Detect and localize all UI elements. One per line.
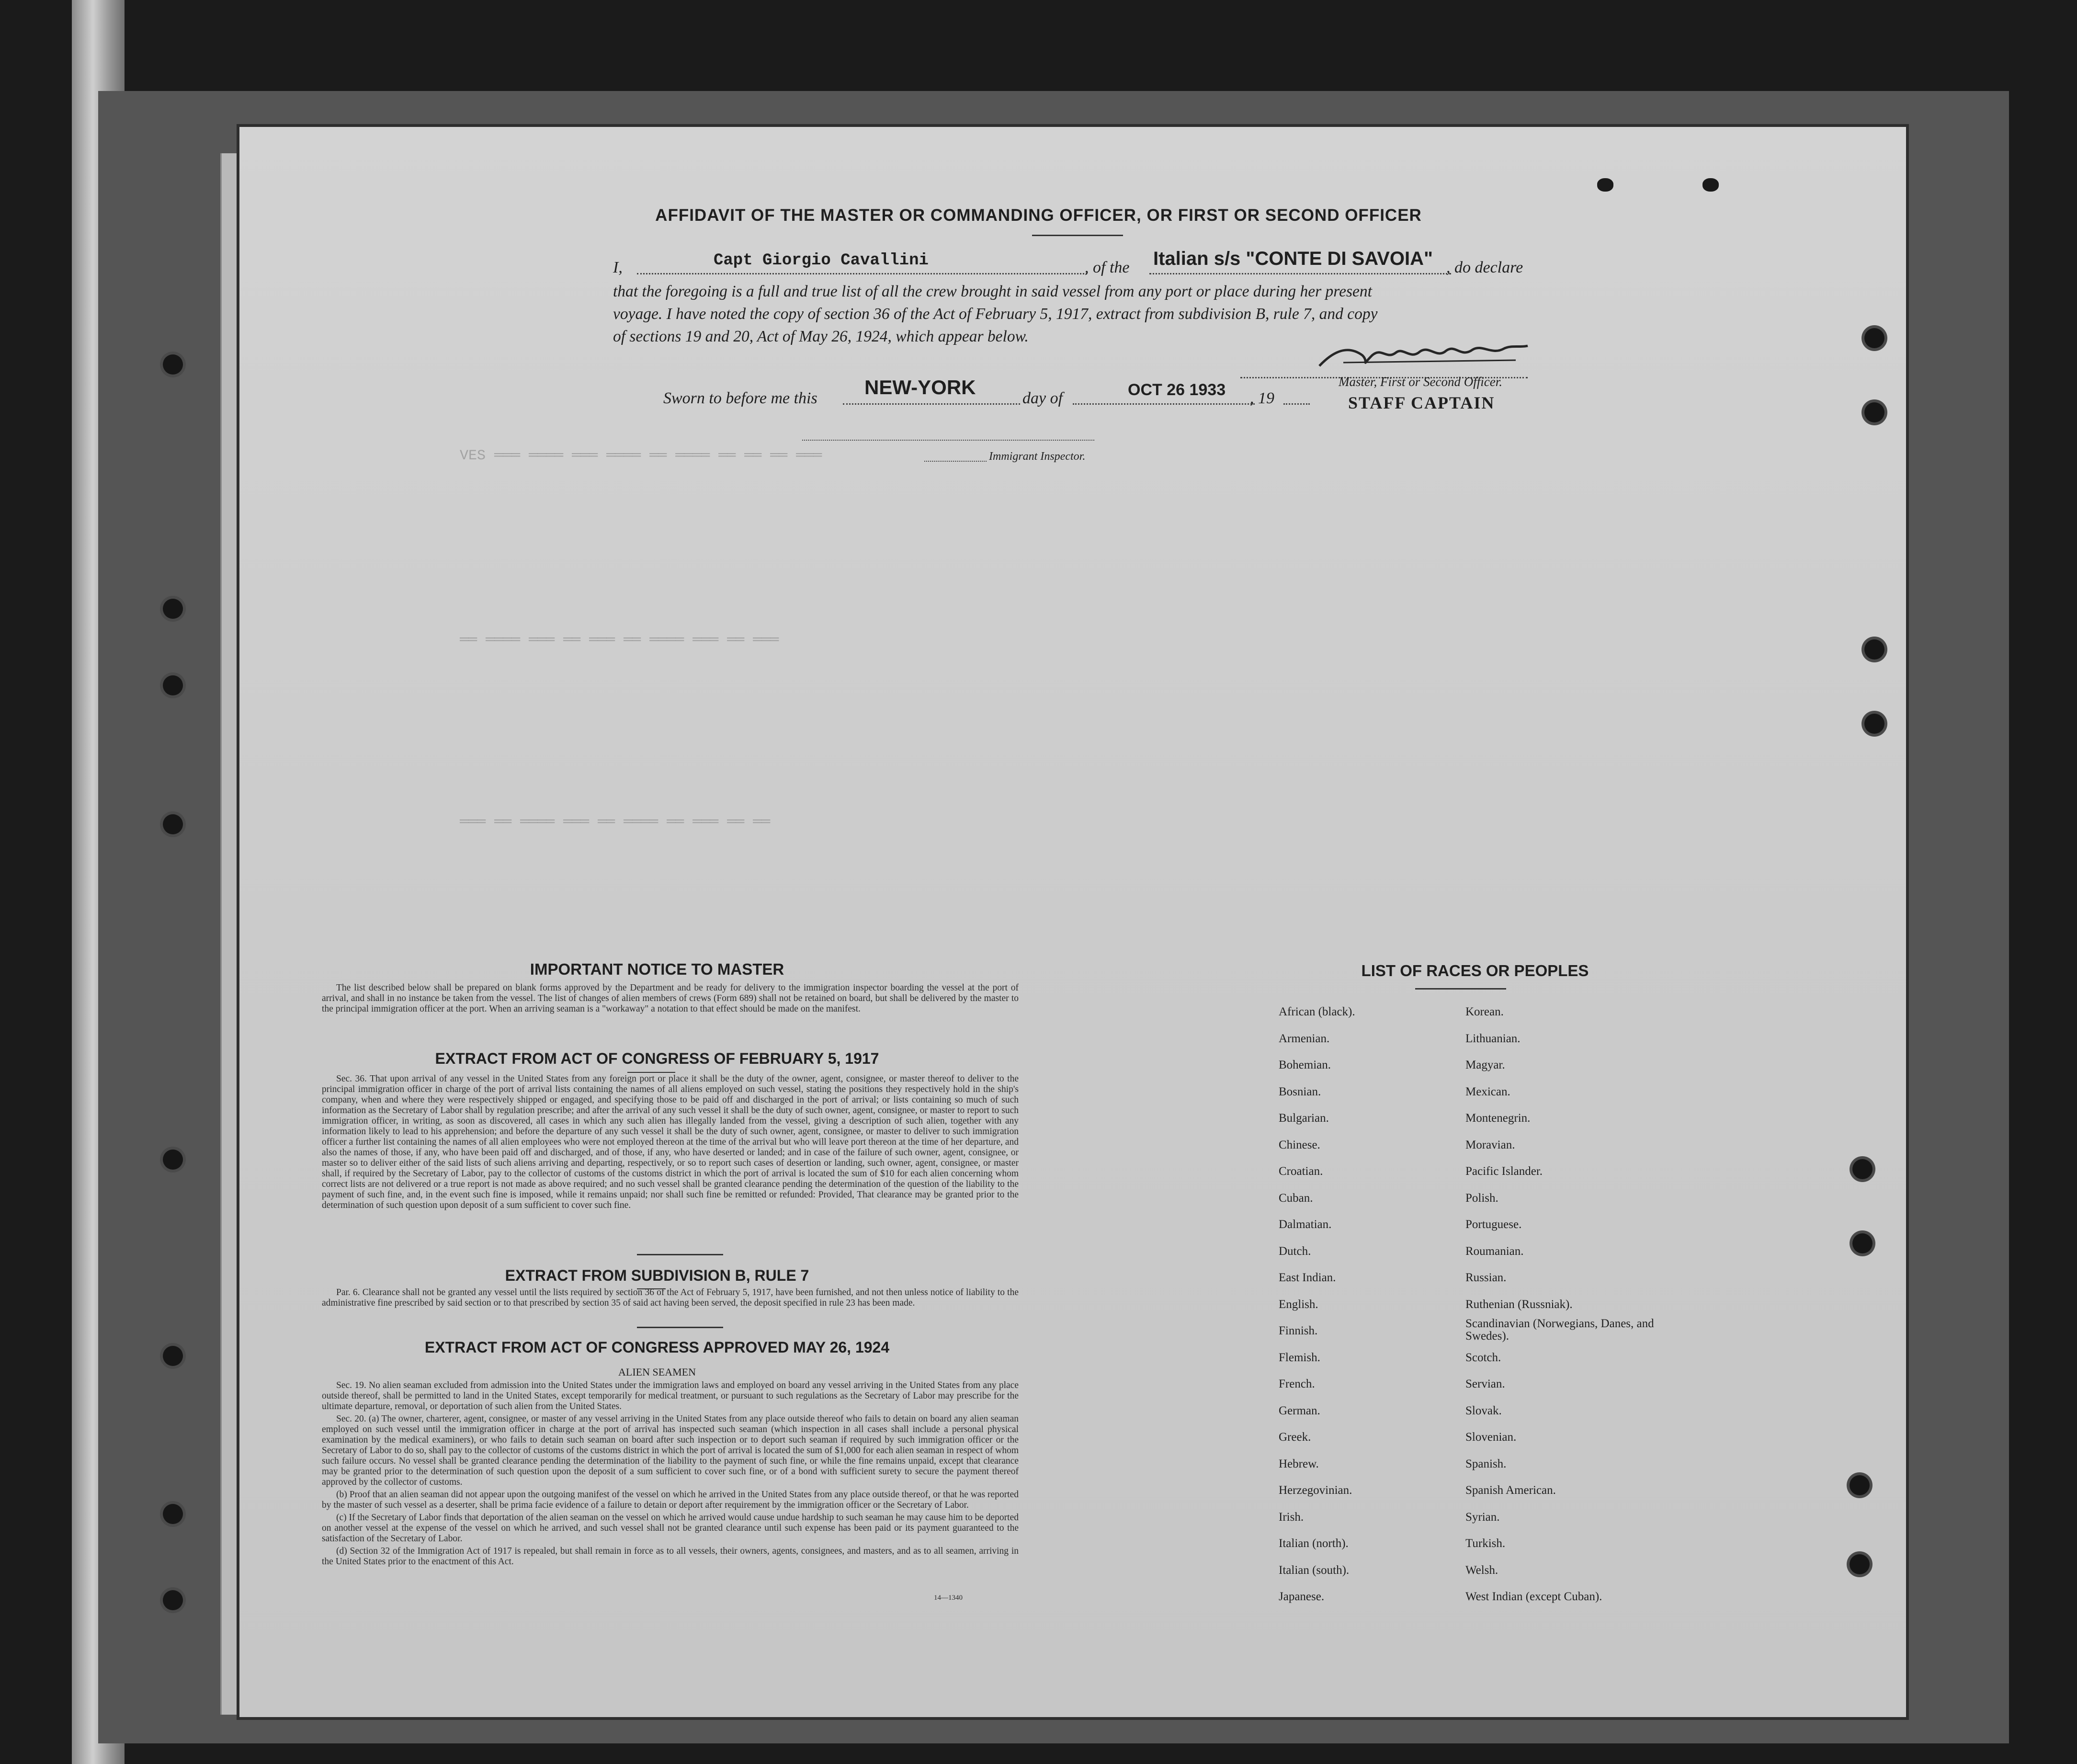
race-item: Syrian. xyxy=(1465,1510,1500,1524)
binder-hole-icon xyxy=(163,1346,183,1366)
master-caption: Master, First or Second Officer. xyxy=(1339,375,1502,389)
statement-line-1: that the foregoing is a full and true list of all the crew brought in said vessel from any port or place during her present xyxy=(613,283,1372,300)
race-item: Italian (north). xyxy=(1279,1537,1349,1550)
year-line xyxy=(1283,403,1310,405)
race-item: Chinese. xyxy=(1279,1138,1320,1151)
bleed-through: ══ ════ ═══ ══ ═══ ══ ════ ═══ ══ ═══ xyxy=(460,632,779,649)
act-1917-text xyxy=(322,1074,1019,1213)
sworn-date: OCT 26 1933 xyxy=(1128,381,1226,399)
race-item: Greek. xyxy=(1279,1431,1311,1444)
bleed-through: ═══ ══ ════ ═══ ══ ════ ══ ═══ ══ ══ xyxy=(460,814,771,831)
race-item: Korean. xyxy=(1465,1005,1504,1018)
race-item: Dutch. xyxy=(1279,1244,1311,1258)
race-item: Pacific Islander. xyxy=(1465,1165,1543,1178)
binder-hole-icon xyxy=(163,599,183,619)
race-item: Hebrew. xyxy=(1279,1457,1319,1470)
form-number: 14—1340 xyxy=(934,1594,963,1602)
inspector-line-1 xyxy=(802,440,1094,441)
race-item: French. xyxy=(1279,1377,1315,1390)
race-item: Japanese. xyxy=(1279,1590,1325,1603)
binder-hole-icon xyxy=(163,1590,183,1610)
race-item: Lithuanian. xyxy=(1465,1032,1521,1045)
act-1917-underline xyxy=(627,1072,675,1073)
race-item: Italian (south). xyxy=(1279,1563,1350,1577)
binder-hole-icon xyxy=(163,1149,183,1170)
binder-hole-icon xyxy=(163,814,183,834)
rule-7-text xyxy=(322,1287,1019,1310)
race-item: Scotch. xyxy=(1465,1351,1501,1364)
binder-hole-icon xyxy=(1864,328,1884,348)
officer-name: Capt Giorgio Cavallini xyxy=(714,251,929,270)
race-item: Moravian. xyxy=(1465,1138,1515,1151)
title-underline xyxy=(1032,235,1123,236)
race-item: Spanish. xyxy=(1465,1457,1507,1470)
race-item: Magyar. xyxy=(1465,1058,1505,1071)
inspector-caption: Immigrant Inspector. xyxy=(989,450,1086,463)
sec-36-paragraph: Sec. 36. That upon arrival of any vessel in the United States from any foreign port or place it shall be the duty of the owner, agent, consignee, or master thereof to deliver to the principal immigration officer in charge of the port of arrival lists containing the names of all aliens employed on such vessel, stating the positions they respectively hold in the ship's company, when and where they were respectively shipped or engaged, and specifying those to be paid off and discharged in the port of arrival; or lists containing so much of such information as the Secretary of Labor shall by regulation prescribe; and after the arrival of any such vessel it shall be the duty of such owner, agent, consignee, or master to report to such immigration officer, in writing, as soon as discovered, all cases in which any such alien has illegally landed from the vessel, giving a description of such alien, together with any information likely to lead to his apprehension; and before the departure of any such vessel it shall be the duty of such owner, agent, consignee, or master to deliver to such immigration officer a further list containing the names of all alien employees who were not employed thereon at the time of the arrival but who will leave port thereon at the time of her departure, and also the names of those, if any, who have been paid off and discharged, and of those, if any, who have deserted or landed; and in case of the failure of such owner, agent, consignee, or master so to deliver either of the said lists of such aliens arriving and departing, respectively, or so to report such cases of desertion or landing, such owner, agent, consignee, or master shall, if required by the Secretary of Labor, pay to the collector of customs of the customs district in which the port of arrival is located the sum of $10 for each alien concerning whom correct lists are not delivered or a true report is not made as above required; and no such vessel shall be granted clearance pending the determination of the question of the liability to the payment of such fine, and, in the event such fine is imposed, while it remains unpaid; nor shall such fine be remitted or refunded: Provided, That clearance may be granted prior to the determination of such question upon deposit of a sum sufficient to cover such fine. xyxy=(322,1074,1019,1210)
statement-line-2: voyage. I have noted the copy of section 36 of the Act of February 5, 1917, extract from subdivision B, rule 7, and copy xyxy=(613,305,1378,323)
binder-hole-icon xyxy=(1852,1159,1873,1179)
races-title: LIST OF RACES OR PEOPLES xyxy=(1361,962,1589,979)
binder-hole-icon xyxy=(1864,402,1884,422)
i-label: I, xyxy=(613,259,623,276)
race-item: Dalmatian. xyxy=(1279,1218,1332,1231)
punch-mark-icon xyxy=(1597,178,1613,192)
race-item: English. xyxy=(1279,1297,1318,1311)
race-item: Croatian. xyxy=(1279,1165,1323,1178)
sec-19-paragraph: Sec. 19. No alien seaman excluded from admission into the United States under the immigration laws and employed on board any vessel arriving in the United States from any place outside thereof, shall be permitted to land in the United States, except temporarily for medical treatment, or pursuant to such regulations as the Secretary of Labor may prescribe for the ultimate departure, removal, or deportation of such alien from the United States. xyxy=(322,1380,1019,1411)
race-item: Finnish. xyxy=(1279,1324,1318,1337)
binder-hole-icon xyxy=(1850,1475,1870,1495)
officer-name-line xyxy=(637,273,1087,274)
sworn-place: NEW-YORK xyxy=(864,376,976,398)
punch-mark-icon xyxy=(1702,178,1719,192)
vessel-name-line xyxy=(1149,273,1451,274)
race-item: Irish. xyxy=(1279,1510,1304,1524)
race-item: Ruthenian (Russniak). xyxy=(1465,1297,1573,1311)
rule-7-title: EXTRACT FROM SUBDIVISION B, RULE 7 xyxy=(505,1267,809,1284)
race-item: Mexican. xyxy=(1465,1085,1510,1098)
races-right-column xyxy=(1465,999,1657,1610)
race-item: Scandinavian (Norwegians, Danes, and Swedes). xyxy=(1465,1317,1654,1343)
act-1924-text xyxy=(322,1380,1019,1569)
race-item: African (black). xyxy=(1279,1005,1355,1018)
race-item: Russian. xyxy=(1465,1271,1507,1284)
statement-line-3: of sections 19 and 20, Act of May 26, 1924, which appear below. xyxy=(613,328,1029,345)
notice-title: IMPORTANT NOTICE TO MASTER xyxy=(530,960,784,978)
race-item: Welsh. xyxy=(1465,1563,1498,1577)
sworn-place-line xyxy=(843,403,1020,405)
race-item: East Indian. xyxy=(1279,1271,1336,1284)
notice-text xyxy=(322,983,1019,1016)
year-prefix: , 19 xyxy=(1250,389,1274,407)
binder-hole-icon xyxy=(1852,1233,1873,1253)
race-item: Armenian. xyxy=(1279,1032,1330,1045)
race-item: Bulgarian. xyxy=(1279,1112,1329,1125)
par-6-paragraph: Par. 6. Clearance shall not be granted any vessel until the lists required by section 36 of the Act of February 5, 1917, have been furnished, and not then unless notice of liability to the administrative fine prescribed by said section or to that prescribed by section 35 of said act having been served, the deposit specified in rule 23 has been made. xyxy=(322,1287,1019,1308)
divider xyxy=(637,1327,723,1328)
race-item: Turkish. xyxy=(1465,1537,1506,1550)
day-of-label: day of xyxy=(1022,389,1063,407)
race-item: Flemish. xyxy=(1279,1351,1320,1364)
alien-seamen-subtitle: ALIEN SEAMEN xyxy=(618,1366,696,1378)
sec-20b-paragraph: (b) Proof that an alien seaman did not appear upon the outgoing manifest of the vessel on which he arrived in the United States from any place outside thereof, or that he was reported by the master of such vessel as a deserter, shall be prima facie evidence of a failure to detain or deport after requirement by the immigration officer or the Secretary of Labor. xyxy=(322,1490,1019,1510)
binder-hole-icon xyxy=(163,675,183,695)
bleed-through: VES ═══ ════ ═══ ════ ══ ════ ══ ══ ══ ═══ xyxy=(460,448,822,464)
notice-paragraph: The list described below shall be prepared on blank forms approved by the Department and be ready for delivery to the immigration inspector boarding the vessel at the port of arrival, and shall in no instance be taken from the vessel. The list of changes of alien members of crews (Form 689) shall not be retained on board, but shall be delivered by the master to the principal immigration officer at the port. When an arriving seaman is a "workaway" a notation to that effect should be made on the manifest. xyxy=(322,983,1019,1014)
race-item: Portuguese. xyxy=(1465,1218,1522,1231)
race-item: Bohemian. xyxy=(1279,1058,1331,1071)
do-declare-label: , do declare xyxy=(1446,259,1523,276)
race-item: German. xyxy=(1279,1404,1320,1417)
of-the-label: , of the xyxy=(1085,259,1130,276)
races-underline xyxy=(1415,988,1506,990)
sworn-date-line xyxy=(1073,403,1255,405)
race-item: Montenegrin. xyxy=(1465,1112,1531,1125)
race-item: Roumanian. xyxy=(1465,1244,1524,1258)
act-1924-title: EXTRACT FROM ACT OF CONGRESS APPROVED MAY 26, 1924 xyxy=(424,1339,890,1356)
staff-captain-stamp: STAFF CAPTAIN xyxy=(1348,393,1495,412)
race-item: Spanish American. xyxy=(1465,1484,1556,1497)
binder-hole-icon xyxy=(1850,1554,1870,1574)
race-item: Herzegovinian. xyxy=(1279,1484,1352,1497)
inspector-line-2 xyxy=(924,461,987,462)
signature-icon xyxy=(1315,341,1530,375)
sec-20a-paragraph: Sec. 20. (a) The owner, charterer, agent, consignee, or master of any vessel arriving in the United States from any place outside thereof who fails to detain on board any alien seaman employed on such vessel until the immigration officer in charge at the port of arrival has inspected such seaman (which inspection in all cases shall include a personal physical examination by the medical examiners), or who fails to detain such seaman on board after such inspection or to deport such seaman if required by such immigration officer or the Secretary of Labor to do so, shall pay to the collector of customs of the customs district in which the port of arrival is located the sum of $1,000 for each alien seaman in respect of whom such failure occurs. No vessel shall be granted clearance pending the determination of the liability to the payment of such fine, or while the fine remains unpaid, except that clearance may be granted prior to the determination of such question upon the deposit of a sum sufficient to cover such fine, or of a bond with sufficient surety to secure the payment thereof approved by the collector of customs. xyxy=(322,1414,1019,1487)
sec-20c-paragraph: (c) If the Secretary of Labor finds that deportation of the alien seaman on the vessel on which he arrived would cause undue hardship to such seaman he may cause him to be deported on another vessel at the expense of the vessel on which he arrived, and such vessel shall not be granted clearance until such expense has been paid or its payment guaranteed to the satisfaction of the Secretary of Labor. xyxy=(322,1513,1019,1544)
vessel-name: Italian s/s "CONTE DI SAVOIA" xyxy=(1153,248,1433,269)
affidavit-title: AFFIDAVIT OF THE MASTER OR COMMANDING OFFICER, OR FIRST OR SECOND OFFICER xyxy=(655,206,1422,225)
binder-hole-icon xyxy=(1864,714,1884,734)
divider xyxy=(637,1254,723,1255)
race-item: Cuban. xyxy=(1279,1191,1313,1205)
underlying-page-edge xyxy=(220,153,241,1715)
act-1917-title: EXTRACT FROM ACT OF CONGRESS OF FEBRUARY 5, 1917 xyxy=(435,1050,879,1067)
binder-hole-icon xyxy=(1864,639,1884,660)
race-item: Servian. xyxy=(1465,1377,1505,1390)
binder-hole-icon xyxy=(163,1504,183,1524)
races-left-column xyxy=(1279,999,1437,1610)
race-item: Bosnian. xyxy=(1279,1085,1321,1098)
binder-hole-icon xyxy=(163,354,183,375)
race-item: West Indian (except Cuban). xyxy=(1465,1590,1602,1603)
sec-20d-paragraph: (d) Section 32 of the Immigration Act of 1917 is repealed, but shall remain in force as to all vessels, their owners, agents, consignees, and masters, and as to all seamen, arriving in the United States prior to the enactment of this Act. xyxy=(322,1546,1019,1567)
race-item: Polish. xyxy=(1465,1191,1498,1205)
race-item: Slovenian. xyxy=(1465,1431,1517,1444)
sworn-label: Sworn to before me this xyxy=(663,389,817,407)
race-item: Slovak. xyxy=(1465,1404,1502,1417)
